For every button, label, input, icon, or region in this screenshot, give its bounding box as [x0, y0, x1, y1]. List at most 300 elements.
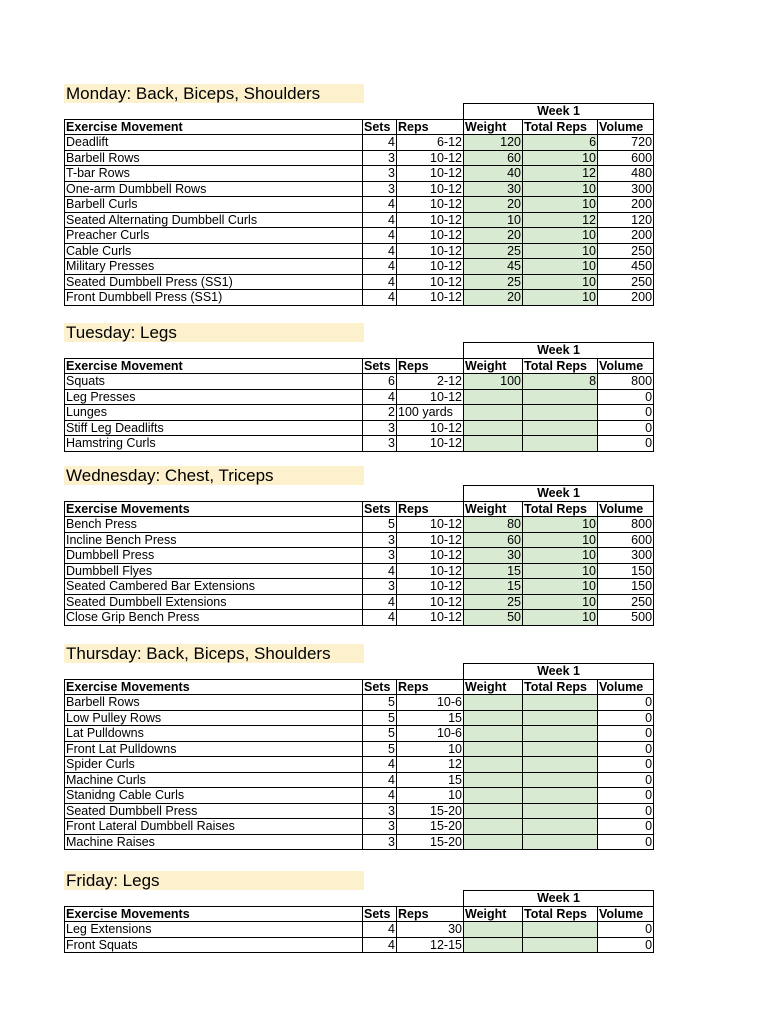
cell-reps: 10-12 [397, 563, 464, 579]
cell-treps[interactable] [523, 420, 598, 436]
cell-treps[interactable] [523, 710, 598, 726]
column-header-name: Exercise Movement [65, 119, 363, 135]
column-header-sets: Sets [363, 501, 397, 517]
cell-sets: 4 [363, 274, 397, 290]
exercise-table [64, 342, 654, 452]
cell-sets: 4 [363, 937, 397, 953]
blank-cell [65, 343, 464, 359]
cell-weight[interactable]: 25 [464, 274, 523, 290]
cell-treps[interactable]: 10 [523, 517, 598, 533]
cell-sets: 4 [363, 922, 397, 938]
cell-sets: 2 [363, 405, 397, 421]
cell-vol: 600 [598, 532, 654, 548]
cell-vol: 0 [598, 726, 654, 742]
cell-vol: 0 [598, 937, 654, 953]
cell-vol: 600 [598, 150, 654, 166]
cell-sets: 4 [363, 757, 397, 773]
header-row [65, 679, 654, 695]
column-header-vol: Volume [598, 358, 654, 374]
cell-weight[interactable]: 40 [464, 166, 523, 182]
cell-name: Front Squats [65, 937, 363, 953]
column-header-reps: Reps [397, 679, 464, 695]
cell-vol: 0 [598, 834, 654, 850]
cell-weight[interactable] [464, 741, 523, 757]
cell-weight[interactable] [464, 389, 523, 405]
cell-name: Deadlift [65, 135, 363, 151]
cell-treps[interactable]: 10 [523, 610, 598, 626]
cell-treps[interactable] [523, 757, 598, 773]
cell-reps: 15 [397, 772, 464, 788]
cell-reps: 12 [397, 757, 464, 773]
cell-weight[interactable] [464, 420, 523, 436]
cell-sets: 5 [363, 741, 397, 757]
cell-treps[interactable]: 6 [523, 135, 598, 151]
cell-weight[interactable] [464, 726, 523, 742]
cell-treps[interactable]: 10 [523, 197, 598, 213]
cell-weight[interactable]: 50 [464, 610, 523, 626]
cell-sets: 4 [363, 212, 397, 228]
table-row [65, 710, 654, 726]
column-header-name: Exercise Movements [65, 906, 363, 922]
cell-vol: 250 [598, 274, 654, 290]
cell-weight[interactable]: 30 [464, 548, 523, 564]
cell-weight[interactable] [464, 710, 523, 726]
cell-vol: 150 [598, 579, 654, 595]
cell-vol: 200 [598, 228, 654, 244]
column-header-reps: Reps [397, 358, 464, 374]
cell-sets: 4 [363, 788, 397, 804]
header-row [65, 119, 654, 135]
table-row [65, 726, 654, 742]
column-header-weight: Weight [464, 679, 523, 695]
cell-reps: 15-20 [397, 803, 464, 819]
day-title: Tuesday: Legs [64, 323, 364, 342]
cell-treps[interactable] [523, 726, 598, 742]
table-row [65, 228, 654, 244]
cell-name: Front Lat Pulldowns [65, 741, 363, 757]
cell-vol: 0 [598, 803, 654, 819]
cell-reps: 10-12 [397, 212, 464, 228]
cell-name: Preacher Curls [65, 228, 363, 244]
cell-weight[interactable] [464, 695, 523, 711]
cell-weight[interactable]: 25 [464, 243, 523, 259]
column-header-treps: Total Reps [523, 501, 598, 517]
cell-vol: 0 [598, 922, 654, 938]
cell-reps: 15 [397, 710, 464, 726]
cell-sets: 3 [363, 819, 397, 835]
cell-treps[interactable] [523, 436, 598, 452]
table-row [65, 548, 654, 564]
cell-name: Front Dumbbell Press (SS1) [65, 290, 363, 306]
table-row [65, 757, 654, 773]
table-row [65, 695, 654, 711]
day-title: Monday: Back, Biceps, Shoulders [64, 84, 364, 103]
table-row [65, 274, 654, 290]
column-header-name: Exercise Movements [65, 501, 363, 517]
blank-cell [65, 891, 464, 907]
cell-vol: 0 [598, 420, 654, 436]
blank-cell [65, 664, 464, 680]
column-header-name: Exercise Movements [65, 679, 363, 695]
cell-sets: 4 [363, 243, 397, 259]
cell-treps[interactable] [523, 819, 598, 835]
cell-name: Machine Curls [65, 772, 363, 788]
column-header-weight: Weight [464, 501, 523, 517]
column-header-vol: Volume [598, 679, 654, 695]
cell-weight[interactable]: 10 [464, 212, 523, 228]
cell-vol: 0 [598, 741, 654, 757]
column-header-vol: Volume [598, 501, 654, 517]
blank-cell [65, 486, 464, 502]
cell-reps: 10 [397, 788, 464, 804]
column-header-vol: Volume [598, 119, 654, 135]
table-row [65, 166, 654, 182]
exercise-table [64, 663, 654, 850]
cell-weight[interactable] [464, 834, 523, 850]
exercise-table [64, 485, 654, 626]
cell-sets: 4 [363, 389, 397, 405]
cell-reps: 10-12 [397, 517, 464, 533]
cell-sets: 4 [363, 135, 397, 151]
cell-treps[interactable]: 10 [523, 290, 598, 306]
table-row [65, 532, 654, 548]
table-row [65, 610, 654, 626]
cell-treps[interactable] [523, 772, 598, 788]
cell-sets: 3 [363, 150, 397, 166]
cell-weight[interactable]: 15 [464, 579, 523, 595]
cell-weight[interactable]: 20 [464, 228, 523, 244]
cell-reps: 10-12 [397, 243, 464, 259]
column-header-sets: Sets [363, 679, 397, 695]
cell-reps: 10-12 [397, 389, 464, 405]
column-header-treps: Total Reps [523, 679, 598, 695]
cell-sets: 4 [363, 772, 397, 788]
cell-vol: 250 [598, 243, 654, 259]
cell-treps[interactable]: 10 [523, 243, 598, 259]
cell-reps: 10-12 [397, 548, 464, 564]
day-title: Friday: Legs [64, 871, 364, 890]
cell-name: Stiff Leg Deadlifts [65, 420, 363, 436]
cell-weight[interactable]: 15 [464, 563, 523, 579]
cell-sets: 3 [363, 834, 397, 850]
cell-name: Dumbbell Flyes [65, 563, 363, 579]
cell-vol: 0 [598, 819, 654, 835]
table-row [65, 436, 654, 452]
header-row [65, 906, 654, 922]
table-row [65, 772, 654, 788]
cell-weight[interactable] [464, 757, 523, 773]
cell-vol: 150 [598, 563, 654, 579]
table-row [65, 819, 654, 835]
cell-sets: 3 [363, 579, 397, 595]
cell-name: Seated Alternating Dumbbell Curls [65, 212, 363, 228]
table-row [65, 834, 654, 850]
table-row [65, 243, 654, 259]
cell-vol: 800 [598, 374, 654, 390]
cell-reps: 10-12 [397, 228, 464, 244]
column-header-weight: Weight [464, 119, 523, 135]
cell-reps: 2-12 [397, 374, 464, 390]
cell-weight[interactable] [464, 405, 523, 421]
cell-reps: 10-12 [397, 594, 464, 610]
cell-sets: 4 [363, 290, 397, 306]
cell-vol: 0 [598, 710, 654, 726]
cell-reps: 10-12 [397, 259, 464, 275]
week-label: Week 1 [464, 343, 654, 359]
cell-sets: 4 [363, 563, 397, 579]
day-section [64, 84, 654, 306]
cell-reps: 6-12 [397, 135, 464, 151]
column-header-reps: Reps [397, 906, 464, 922]
cell-reps: 10-12 [397, 610, 464, 626]
cell-weight[interactable]: 20 [464, 290, 523, 306]
table-row [65, 579, 654, 595]
column-header-sets: Sets [363, 119, 397, 135]
cell-name: Hamstring Curls [65, 436, 363, 452]
day-section [64, 323, 654, 452]
cell-name: Military Presses [65, 259, 363, 275]
cell-reps: 10-6 [397, 726, 464, 742]
table-row [65, 259, 654, 275]
exercise-table [64, 890, 654, 953]
table-row [65, 197, 654, 213]
cell-weight[interactable]: 60 [464, 532, 523, 548]
cell-vol: 800 [598, 517, 654, 533]
cell-treps[interactable] [523, 922, 598, 938]
cell-vol: 120 [598, 212, 654, 228]
cell-reps: 15-20 [397, 834, 464, 850]
cell-sets: 3 [363, 532, 397, 548]
cell-treps[interactable]: 10 [523, 563, 598, 579]
table-row [65, 803, 654, 819]
cell-weight[interactable]: 20 [464, 197, 523, 213]
cell-treps[interactable]: 10 [523, 259, 598, 275]
cell-weight[interactable] [464, 436, 523, 452]
header-row [65, 358, 654, 374]
cell-weight[interactable]: 120 [464, 135, 523, 151]
table-row [65, 135, 654, 151]
cell-sets: 4 [363, 228, 397, 244]
cell-weight[interactable] [464, 937, 523, 953]
cell-treps[interactable] [523, 389, 598, 405]
week-label: Week 1 [464, 891, 654, 907]
cell-name: Stanidng Cable Curls [65, 788, 363, 804]
cell-treps[interactable]: 10 [523, 150, 598, 166]
cell-treps[interactable]: 10 [523, 228, 598, 244]
column-header-sets: Sets [363, 358, 397, 374]
cell-name: Seated Dumbbell Press [65, 803, 363, 819]
cell-name: Cable Curls [65, 243, 363, 259]
table-row [65, 389, 654, 405]
cell-reps: 10 [397, 741, 464, 757]
column-header-treps: Total Reps [523, 119, 598, 135]
cell-treps[interactable]: 10 [523, 181, 598, 197]
cell-weight[interactable]: 30 [464, 181, 523, 197]
cell-weight[interactable]: 60 [464, 150, 523, 166]
day-section [64, 871, 654, 953]
cell-reps: 10-12 [397, 150, 464, 166]
week-label: Week 1 [464, 664, 654, 680]
cell-vol: 450 [598, 259, 654, 275]
cell-treps[interactable] [523, 803, 598, 819]
column-header-treps: Total Reps [523, 358, 598, 374]
cell-sets: 3 [363, 548, 397, 564]
cell-sets: 5 [363, 695, 397, 711]
cell-name: Barbell Rows [65, 150, 363, 166]
cell-sets: 4 [363, 197, 397, 213]
table-row [65, 788, 654, 804]
day-title: Thursday: Back, Biceps, Shoulders [64, 644, 364, 663]
cell-name: Squats [65, 374, 363, 390]
cell-name: Barbell Curls [65, 197, 363, 213]
cell-treps[interactable] [523, 937, 598, 953]
week-label: Week 1 [464, 486, 654, 502]
cell-treps[interactable] [523, 741, 598, 757]
cell-vol: 0 [598, 405, 654, 421]
table-row [65, 374, 654, 390]
cell-sets: 3 [363, 803, 397, 819]
day-section [64, 466, 654, 626]
cell-sets: 4 [363, 594, 397, 610]
table-row [65, 741, 654, 757]
cell-treps[interactable]: 12 [523, 212, 598, 228]
cell-weight[interactable] [464, 772, 523, 788]
table-row [65, 594, 654, 610]
cell-treps[interactable]: 10 [523, 532, 598, 548]
cell-vol: 480 [598, 166, 654, 182]
cell-treps[interactable]: 10 [523, 274, 598, 290]
cell-reps: 10-12 [397, 532, 464, 548]
table-row [65, 150, 654, 166]
cell-reps: 10-12 [397, 579, 464, 595]
cell-vol: 0 [598, 788, 654, 804]
table-row [65, 181, 654, 197]
table-row [65, 563, 654, 579]
cell-reps: 10-12 [397, 197, 464, 213]
cell-treps[interactable] [523, 788, 598, 804]
cell-vol: 0 [598, 389, 654, 405]
cell-treps[interactable] [523, 695, 598, 711]
cell-name: Machine Raises [65, 834, 363, 850]
cell-weight[interactable]: 100 [464, 374, 523, 390]
cell-sets: 6 [363, 374, 397, 390]
cell-treps[interactable] [523, 834, 598, 850]
cell-treps[interactable]: 12 [523, 166, 598, 182]
cell-sets: 5 [363, 517, 397, 533]
cell-weight[interactable]: 45 [464, 259, 523, 275]
cell-reps: 30 [397, 922, 464, 938]
cell-reps: 100 yards [397, 405, 464, 421]
cell-reps: 15-20 [397, 819, 464, 835]
cell-weight[interactable] [464, 922, 523, 938]
table-row [65, 212, 654, 228]
cell-reps: 10-12 [397, 420, 464, 436]
table-row [65, 290, 654, 306]
column-header-name: Exercise Movement [65, 358, 363, 374]
cell-sets: 3 [363, 420, 397, 436]
cell-weight[interactable] [464, 803, 523, 819]
cell-reps: 10-12 [397, 436, 464, 452]
table-row [65, 517, 654, 533]
cell-reps: 10-12 [397, 166, 464, 182]
table-row [65, 937, 654, 953]
column-header-reps: Reps [397, 501, 464, 517]
day-title: Wednesday: Chest, Triceps [64, 466, 364, 485]
cell-treps[interactable]: 10 [523, 594, 598, 610]
cell-name: Leg Extensions [65, 922, 363, 938]
header-row [65, 501, 654, 517]
cell-sets: 5 [363, 710, 397, 726]
column-header-treps: Total Reps [523, 906, 598, 922]
cell-treps[interactable]: 8 [523, 374, 598, 390]
cell-name: Front Lateral Dumbbell Raises [65, 819, 363, 835]
column-header-weight: Weight [464, 358, 523, 374]
cell-vol: 0 [598, 757, 654, 773]
cell-name: Spider Curls [65, 757, 363, 773]
day-section [64, 644, 654, 850]
cell-sets: 4 [363, 610, 397, 626]
table-row [65, 922, 654, 938]
column-header-reps: Reps [397, 119, 464, 135]
table-row [65, 405, 654, 421]
cell-sets: 3 [363, 181, 397, 197]
cell-treps[interactable]: 10 [523, 579, 598, 595]
cell-name: Lunges [65, 405, 363, 421]
cell-weight[interactable] [464, 819, 523, 835]
cell-reps: 10-12 [397, 181, 464, 197]
cell-treps[interactable]: 10 [523, 548, 598, 564]
cell-reps: 10-12 [397, 290, 464, 306]
column-header-sets: Sets [363, 906, 397, 922]
cell-name: Seated Cambered Bar Extensions [65, 579, 363, 595]
exercise-table [64, 103, 654, 306]
cell-name: T-bar Rows [65, 166, 363, 182]
cell-sets: 3 [363, 166, 397, 182]
table-row [65, 420, 654, 436]
cell-sets: 3 [363, 436, 397, 452]
cell-vol: 200 [598, 197, 654, 213]
week-label: Week 1 [464, 104, 654, 120]
blank-cell [65, 104, 464, 120]
cell-name: One-arm Dumbbell Rows [65, 181, 363, 197]
cell-name: Bench Press [65, 517, 363, 533]
cell-reps: 10-6 [397, 695, 464, 711]
cell-weight[interactable]: 25 [464, 594, 523, 610]
cell-name: Incline Bench Press [65, 532, 363, 548]
cell-weight[interactable]: 80 [464, 517, 523, 533]
cell-name: Low Pulley Rows [65, 710, 363, 726]
cell-vol: 0 [598, 772, 654, 788]
cell-name: Barbell Rows [65, 695, 363, 711]
cell-sets: 4 [363, 259, 397, 275]
cell-name: Close Grip Bench Press [65, 610, 363, 626]
cell-vol: 720 [598, 135, 654, 151]
cell-reps: 12-15 [397, 937, 464, 953]
cell-name: Dumbbell Press [65, 548, 363, 564]
cell-vol: 0 [598, 436, 654, 452]
cell-name: Seated Dumbbell Press (SS1) [65, 274, 363, 290]
cell-reps: 10-12 [397, 274, 464, 290]
cell-vol: 200 [598, 290, 654, 306]
cell-sets: 5 [363, 726, 397, 742]
cell-treps[interactable] [523, 405, 598, 421]
cell-vol: 500 [598, 610, 654, 626]
cell-vol: 300 [598, 181, 654, 197]
cell-vol: 0 [598, 695, 654, 711]
cell-weight[interactable] [464, 788, 523, 804]
cell-name: Leg Presses [65, 389, 363, 405]
cell-vol: 300 [598, 548, 654, 564]
